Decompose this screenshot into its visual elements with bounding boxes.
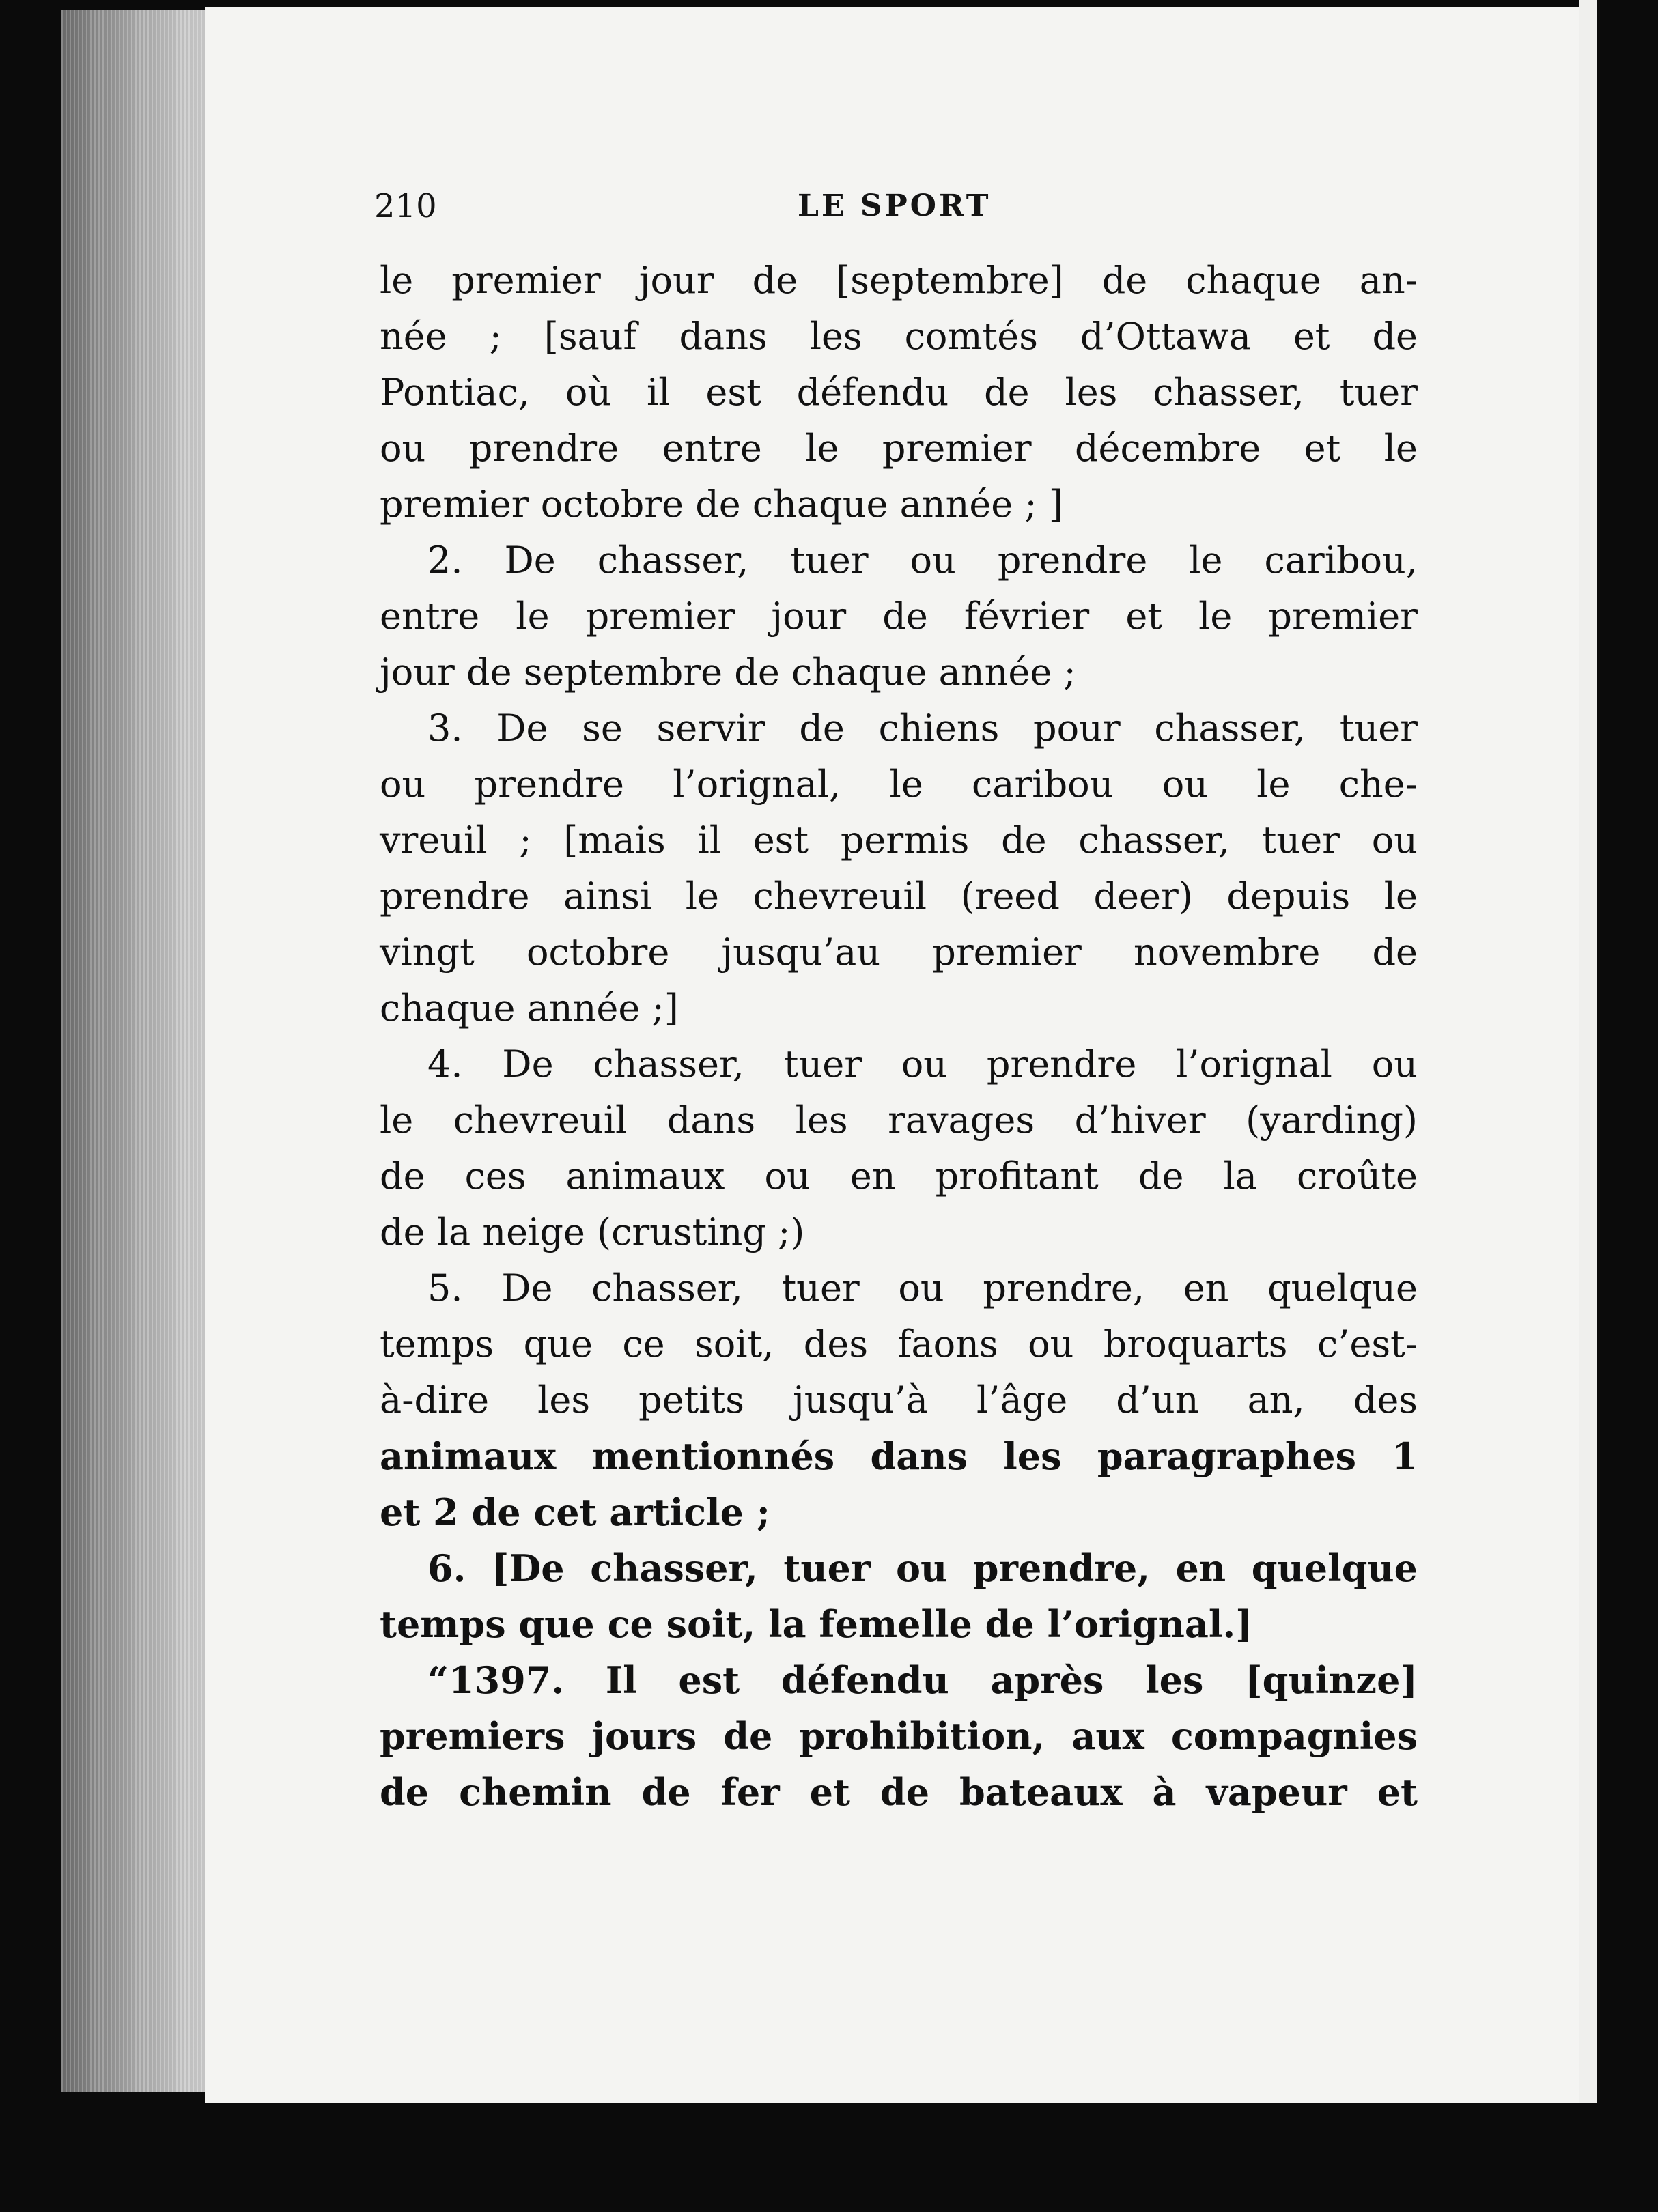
text-line: et 2 de cet article ; [380, 1490, 770, 1534]
text-line: ou prendre l’orignal, le caribou ou le che- [380, 763, 1418, 806]
running-head: LE SPORT [798, 188, 992, 223]
text-line: jour de septembre de chaque année ; [380, 651, 1076, 694]
text-line: 2. De chasser, tuer ou prendre le caribou, [427, 539, 1418, 582]
text-line: chaque année ;] [380, 987, 679, 1030]
text-line: 5. De chasser, tuer ou prendre, en quelque [427, 1266, 1418, 1309]
scan-border-right [1597, 0, 1658, 2212]
text-line: premiers jours de prohibition, aux compagnies [380, 1714, 1418, 1758]
text-line: de chemin de fer et de bateaux à vapeur et [380, 1770, 1418, 1814]
scan-border-bottom [0, 2103, 1658, 2212]
text-line: de ces animaux ou en profitant de la croûte [380, 1154, 1418, 1197]
text-line: vreuil ; [mais il est permis de chasser, tuer ou [380, 819, 1418, 862]
text-line: ou prendre entre le premier décembre et le [380, 427, 1418, 470]
body-text [380, 253, 1418, 1820]
text-line: prendre ainsi le chevreuil (reed deer) depuis le [380, 875, 1418, 918]
text-line: 3. De se servir de chiens pour chasser, tuer [427, 707, 1418, 750]
text-line: 4. De chasser, tuer ou prendre l’orignal ou [427, 1043, 1418, 1086]
page-number: 210 [374, 187, 437, 225]
text-line: premier octobre de chaque année ; ] [380, 483, 1063, 526]
text-line: à-dire les petits jusqu’à l’âge d’un an, des [380, 1378, 1418, 1421]
text-line: entre le premier jour de février et le premier [380, 595, 1418, 638]
text-line: “1397. Il est défendu après les [quinze] [427, 1658, 1418, 1702]
text-line: vingt octobre jusqu’au premier novembre de [380, 931, 1418, 974]
text-line: 6. [De chasser, tuer ou prendre, en quelque [427, 1546, 1418, 1590]
text-line: temps que ce soit, des faons ou broquarts c’est- [380, 1322, 1418, 1365]
text-line: Pontiac, où il est défendu de les chasser, tuer [380, 371, 1418, 414]
text-line: née ; [sauf dans les comtés d’Ottawa et de [380, 315, 1418, 358]
text-line: de la neige (crusting ;) [380, 1210, 805, 1253]
text-line: animaux mentionnés dans les paragraphes 1 [380, 1434, 1418, 1478]
page-header [374, 186, 1426, 227]
facing-page-edge [1579, 0, 1597, 2212]
text-line: temps que ce soit, la femelle de l’orignal.] [380, 1602, 1253, 1646]
text-line: le premier jour de [septembre] de chaque an- [380, 259, 1418, 302]
text-line: le chevreuil dans les ravages d’hiver (yarding) [380, 1098, 1418, 1142]
